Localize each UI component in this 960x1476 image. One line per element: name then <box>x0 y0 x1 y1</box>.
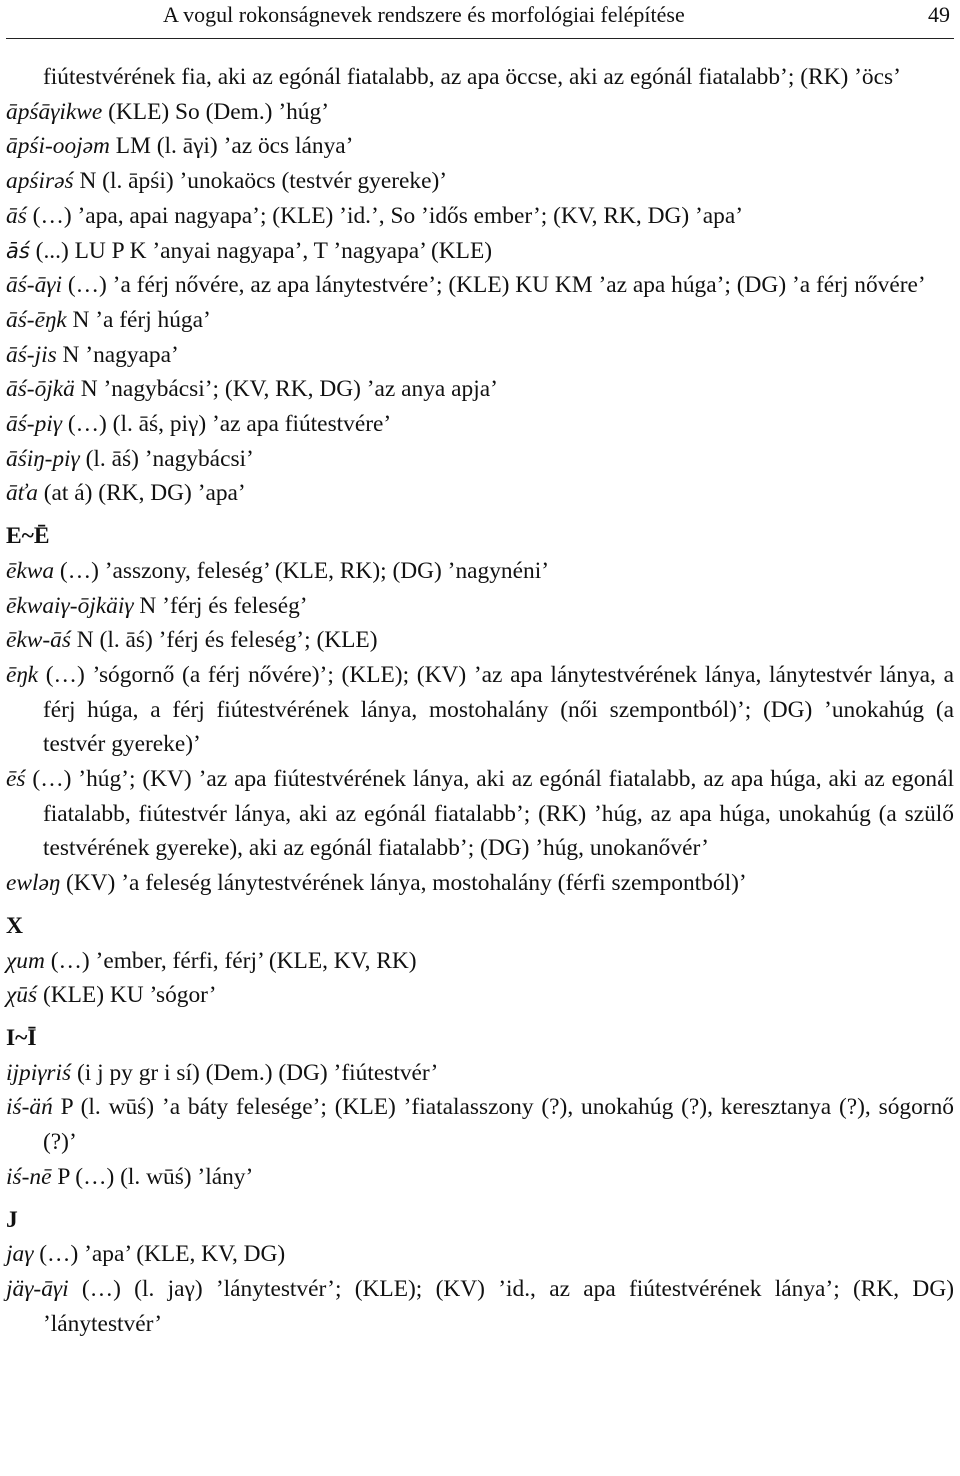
entry-definition: (i j py gr i sí) (Dem.) (DG) ’fiútestvér’ <box>71 1059 439 1086</box>
entry <box>6 978 954 1013</box>
entry-definition: (…) (l. āś, piγ) ’az apa fiútestvére’ <box>62 411 392 438</box>
entry <box>6 623 954 658</box>
entry <box>6 1272 954 1341</box>
header-rule <box>6 38 954 39</box>
page-header <box>0 0 960 40</box>
entry <box>6 1160 954 1195</box>
entry-definition: (…) ’asszony, feleség’ (KLE, RK); (DG) ’nagynéni’ <box>54 557 549 584</box>
entry <box>6 866 954 901</box>
entry-definition: (…) ’sógornő (a férj nővére)’; (KLE); (KV) ’az apa lánytestvérének lánya, lánytestvér lánya, a férj húga, a férj fiútestvérének lánya, mostohalány (női szempontból)’; (DG) ’unokahúg (a testvér gyereke)’ <box>38 661 954 758</box>
entry <box>6 554 954 589</box>
entry-headword: iś-äń <box>6 1094 53 1121</box>
entry-definition: N (l. āpśi) ’unokaöcs (testvér gyereke)’ <box>73 168 448 195</box>
entry-headword: āś-jis <box>6 341 57 368</box>
entry-definition: N ’férj és feleség’ <box>133 592 308 619</box>
entry-definition: N (l. āś) ’férj és feleség’; (KLE) <box>70 627 378 654</box>
entry-definition: (…) ’apa’ (KLE, KV, DG) <box>33 1241 286 1268</box>
entry-headword: āś-ōjkä <box>6 376 75 403</box>
entry-definition: P (l. wūś) ’a báty felesége’; (KLE) ’fiatalasszony (?), unokahúg (?), keresztanya (?), sógornő (?)’ <box>43 1094 954 1156</box>
entry <box>6 268 954 303</box>
entry-headword: jäγ-āγi <box>6 1275 69 1302</box>
entry-definition: (l. āś) ’nagybácsi’ <box>79 445 254 472</box>
entry-definition: (KV) ’a feleség lánytestvérének lánya, mostohalány (férfi szempontból)’ <box>60 870 747 897</box>
entry-headword: χum <box>6 947 45 974</box>
entry <box>6 164 954 199</box>
entry-definition: (…) (l. jaγ) ’lánytestvér’; (KLE); (KV) ’id., az apa fiútestvérének lánya’; (RK, DG) ’lánytestvér’ <box>43 1275 954 1337</box>
entry-headword: ijpiγriś <box>6 1059 72 1086</box>
entry-headword: ēkw-āś <box>6 627 71 654</box>
entry-headword: ēkwa <box>6 557 55 584</box>
entry-definition: (…) ’húg’; (KV) ’az apa fiútestvérének lánya, aki az egónál fiatalabb, az apa húga, aki az egonál fiatalabb, fiútestvér lánya, aki az egónál fiatalabb’; (RK) ’húg, az apa húga, unokahúg (a szülő testvérének gyereke), aki az egónál fiatalabb’; (DG) ’húg, unokanővér’ <box>25 766 954 862</box>
entry <box>6 129 954 164</box>
section-letter: E~Ē <box>6 523 50 550</box>
page-number: 49 <box>928 2 950 27</box>
section-letter: I~Ī <box>6 1024 37 1051</box>
entry <box>6 95 954 130</box>
entry-definition: LM (l. āγi) ’az öcs lánya’ <box>109 133 354 160</box>
entry-definition: (...) LU P K ’anyai nagyapa’, T ’nagyapa’ (KLE) <box>29 237 493 264</box>
entry <box>6 1056 954 1091</box>
entry-headword: āpśi-oojəm <box>6 133 110 160</box>
entry-definition: fiútestvérének fia, aki az egónál fiatalabb, az apa öccse, aki az egónál fiatalabb’; (RK) ’öcs’ <box>43 64 901 90</box>
entry-headword: iś-nē <box>6 1163 52 1190</box>
dictionary-body <box>6 60 954 1341</box>
entry <box>6 372 954 407</box>
entry-headword: apśirəś <box>6 168 74 195</box>
entry <box>6 338 954 373</box>
entry <box>6 407 954 442</box>
entry <box>6 476 954 511</box>
entry-definition: (…) ’ember, férfi, férj’ (KLE, KV, RK) <box>44 947 417 974</box>
entry <box>6 199 954 234</box>
entry-definition: N ’nagybácsi’; (KV, RK, DG) ’az anya apja’ <box>74 376 498 403</box>
entry-definition: N ’nagyapa’ <box>56 341 179 368</box>
entry <box>6 658 954 762</box>
entry <box>6 944 954 979</box>
entry-headword: āś <box>6 238 30 263</box>
section-letter: X <box>6 912 23 939</box>
entry-definition: (…) ’apa, apai nagyapa’; (KLE) ’id.’, So ’idős ember’; (KV, RK, DG) ’apa’ <box>26 202 744 229</box>
entry-definition: N ’a férj húga’ <box>66 306 211 333</box>
entry-headword: ewləŋ <box>6 870 61 897</box>
entry-headword: ēŋk <box>6 661 39 688</box>
entry-definition: (at á) (RK, DG) ’apa’ <box>37 480 246 507</box>
entry-definition: (KLE) So (Dem.) ’húg’ <box>102 98 329 125</box>
entry <box>6 234 954 269</box>
entry-headword: āśiŋ-piγ <box>6 445 80 472</box>
entry-headword: āťa <box>6 480 38 507</box>
section-letter: J <box>6 1206 18 1233</box>
entry-headword: jaγ <box>6 1241 34 1268</box>
entry-definition: P (…) (l. wūś) ’lány’ <box>51 1163 254 1190</box>
entry <box>6 589 954 624</box>
entry-definition: (KLE) KU ’sógor’ <box>37 982 217 1009</box>
entry-headword: āś-ēŋk <box>6 306 67 333</box>
entry-headword: āś-āγi <box>6 272 62 299</box>
entry-continuation <box>6 60 954 95</box>
entry-headword: χūś <box>6 982 38 1009</box>
running-title: A vogul rokonságnevek rendszere és morfológiai felépítése <box>163 2 685 27</box>
entry-headword: āpśāγikwe <box>6 98 103 125</box>
entry-headword: āś-piγ <box>6 411 62 438</box>
entry-headword: ēkwaiγ-ōjkäiγ <box>6 592 134 619</box>
entry <box>6 442 954 477</box>
entry-headword: ēś <box>6 766 26 793</box>
entry <box>6 1237 954 1272</box>
entry <box>6 762 954 866</box>
entry-definition: (…) ’a férj nővére, az apa lánytestvére’; (KLE) KU KM ’az apa húga’; (DG) ’a férj nővére’ <box>62 272 926 299</box>
entry-headword: āś <box>6 202 27 229</box>
entry <box>6 1090 954 1159</box>
entry <box>6 303 954 338</box>
